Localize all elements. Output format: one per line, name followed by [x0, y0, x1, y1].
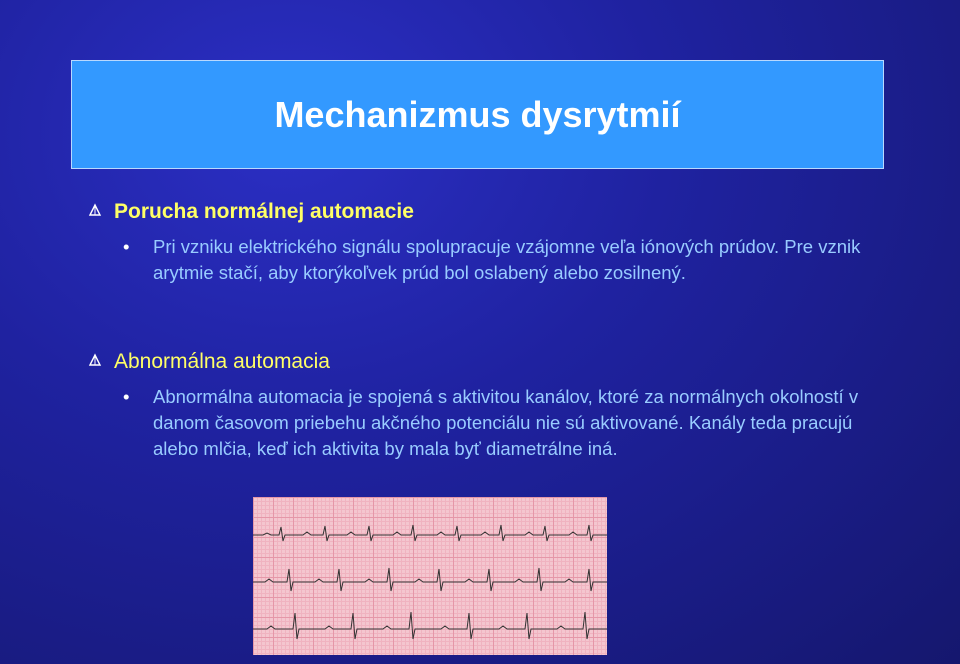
title-box	[71, 60, 884, 169]
section-heading-text: Porucha normálnej automacie	[114, 200, 414, 223]
bullet-dot-icon: •	[123, 236, 130, 257]
slide-title: Mechanizmus dysrytmií	[274, 93, 681, 135]
section-normal-automacy	[88, 200, 888, 286]
section-heading	[88, 350, 888, 374]
list-item	[88, 234, 888, 286]
hand-pointer-icon	[88, 203, 102, 217]
ecg-trace	[253, 497, 607, 655]
section-abnormal-automacy	[88, 350, 888, 462]
bullet-dot-icon: •	[123, 386, 130, 407]
section-heading	[88, 200, 888, 224]
section-heading-text: Abnormálna automacia	[114, 350, 330, 373]
bullet-text: Abnormálna automacia je spojená s aktivitou kanálov, ktoré za normálnych okolností v danom časovom priebehu akčného potenciálu nie sú aktivované. Kanály teda pracujú alebo mlčia, keď ich aktivita by mala byť diametrálne iná.	[153, 386, 859, 459]
hand-pointer-icon	[88, 353, 102, 367]
list-item	[88, 384, 888, 462]
ecg-strip-image	[253, 497, 607, 655]
bullet-text: Pri vzniku elektrického signálu spolupracuje vzájomne veľa iónových prúdov. Pre vznik arytmie stačí, aby ktorýkoľvek prúd bol oslabený alebo zosilnený.	[153, 236, 861, 283]
